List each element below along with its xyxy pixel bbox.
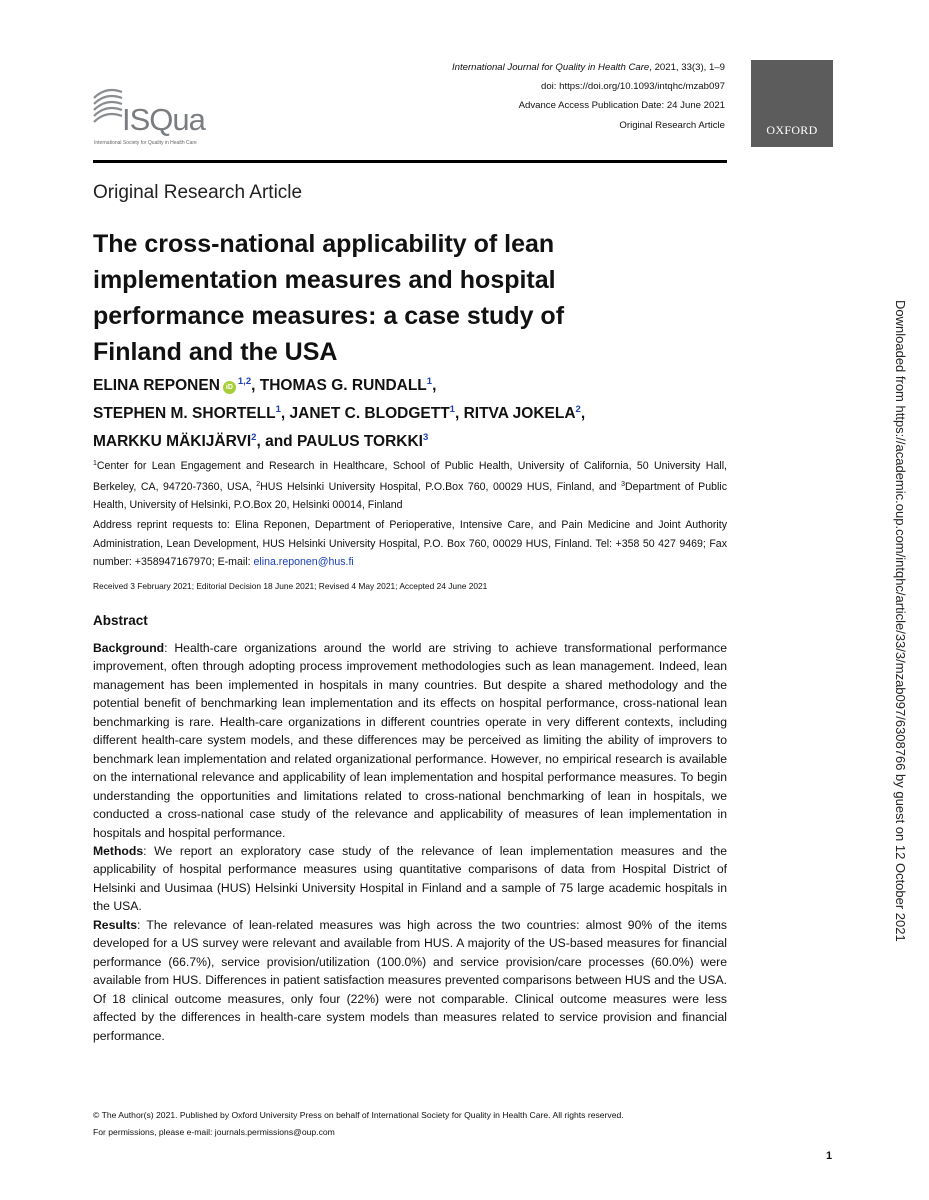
author-affiliation-ref[interactable]: 1 [426, 376, 433, 387]
journal-citation [452, 58, 725, 77]
author-name[interactable]: STEPHEN M. SHORTELL [93, 405, 276, 422]
header-divider [93, 160, 727, 163]
author-name[interactable]: THOMAS G. RUNDALL [259, 377, 427, 394]
author-affiliation-ref[interactable]: 1,2 [237, 376, 252, 387]
abstract-heading: Abstract [93, 613, 148, 628]
article-type-header: Original Research Article [619, 119, 725, 131]
reprint-address: Address reprint requests to: Elina Reponen, Department of Perioperative, Intensive Care, and Pain Medicine and Joint Authority Administration, Lean Development, HUS Helsinki University Hospital, P.O. Box 760, 00029 HUS, Finland. Tel: +358 50 427 9469; Fax number: +358947167970; E-mail: elina.reponen@hus.fi [93, 519, 727, 568]
abstract-body [93, 639, 727, 1045]
author-affiliation-ref[interactable]: 1 [275, 404, 281, 415]
journal-volume: , 2021, 33(3), 1–9 [649, 62, 725, 73]
received-dates: Received 3 February 2021; Editorial Decision 18 June 2021; Revised 4 May 2021; Accepted 24 June 2021 [93, 581, 488, 591]
isqua-logo [92, 84, 252, 154]
author-list: ELINA REPONEN iD$^{1,2}$, THOMAS G. RUNDALL$^1$, STEPHEN M. SHORTELL$^1$, JANET C. BLODGETT$^1$, RITVA JOKELA$^2$, MARKKU MÄKIJÄRVI$^2$, and PAULUS TORKKI$^3$ [93, 376, 586, 450]
permissions-notice: For permissions, please e-mail: journals.permissions@oup.com [93, 1126, 335, 1137]
journal-name: International Journal for Quality in Health Care [451, 62, 650, 73]
abstract-methods: Methods: We report an exploratory case study of the relevance of lean implementation measures and the applicability of hospital performance measures using quantitative comparisons of data from Hospital District of Helsinki and Uusimaa (HUS) Helsinki University Hospital in Finland and a sample of 75 large academic hospitals in the USA. [93, 843, 727, 914]
orcid-icon[interactable]: iD [223, 381, 236, 394]
doi[interactable]: doi: https://doi.org/10.1093/intqhc/mzab097 [540, 81, 725, 93]
article-title: The cross-national applicability of lean implementation measures and hospital performance measures: a case study of Finland and the USA [93, 230, 565, 366]
corresponding-email-link[interactable]: elina.reponen@hus.fi [253, 556, 354, 568]
journal-meta [452, 58, 725, 135]
advance-access-date: Advance Access Publication Date: 24 June 2021 [518, 100, 725, 112]
logo-wordmark: ISQua [122, 102, 205, 137]
author-affiliation-ref[interactable]: 1 [449, 404, 455, 415]
logo-tagline: International Society for Quality in Health Care [94, 140, 197, 146]
abstract-results: Results: The relevance of lean-related measures was high across the two countries: almost 90% of the items developed for a US survey were relevant and available from HUS. A majority of the US-based measures for financial performance (66.7%), service provision/utilization (100.0%) and service provision/care processes (60.0%) were available from HUS. Differences in patient satisfaction measures prevented comparisons between HUS and the USA. Of 18 clinical outcome measures, only four (22%) were not comparable. Clinical outcome measures were less affected by the differences in health-care system models than measures related to service provision and financial performance. [93, 917, 727, 1043]
author-affiliation-ref[interactable]: 2 [251, 432, 257, 443]
abstract-background: Background: Health-care organizations around the world are striving to achieve transformational performance improvement, often through adopting process improvement methodologies such as lean management. Indeed, lean management has been implemented in hospitals in many countries. But despite a shared methodology and the potential benefit of benchmarking lean implementation and its effects on hospital performance, cross-national lean benchmarking is rare. Health-care organizations in different countries operate in very different contexts, including different health-care system models, and these differences may be perceived as limiting the ability of improvers to benchmark lean implementation and related organizational performance. However, no empirical research is available on the international relevance and applicability of lean implementation and hospital performance measures. To begin understanding the opportunities and limitations related to cross-national benchmarking of lean in hospitals, we conducted a cross-national case study of the relevance and applicability of measures of lean implementation in hospitals and hospital performance. [93, 641, 727, 840]
affiliations: $^1$Center for Lean Engagement and Research in Healthcare, School of Public Health, University of California, 50 University Hall, Berkeley, CA, 94720-7360, USA, $^2$HUS Helsinki University Hospital, P.O.Box 760, 00029 HUS, Finland, and $^3$Department of Public Health, University of Helsinki, P.O.Box 20, Helsinki 00014, Finland [93, 460, 727, 511]
author-name[interactable]: ELINA REPONEN [93, 377, 220, 394]
article-type: Original Research Article [93, 182, 303, 203]
download-note-text: Downloaded from https://academic.oup.com/intqhc/article/33/3/mzab097/6308766 by guest on 12 October 2021 [893, 300, 908, 942]
copyright-notice: © The Author(s) 2021. Published by Oxford University Press on behalf of International Society for Quality in Health Care. All rights reserved. For permissions, please e-mail: journals.permissions@oup.com [93, 1107, 733, 1140]
isqua-swoosh-icon [92, 84, 126, 136]
author-name[interactable]: JANET C. BLODGETT [289, 405, 450, 422]
author-affiliation-ref[interactable]: 2 [575, 404, 581, 415]
author-name[interactable]: PAULUS TORKKI [296, 433, 423, 450]
publisher-name: OXFORD [766, 123, 818, 137]
download-note [890, 300, 908, 942]
author-name[interactable]: MARKKU MÄKIJÄRVI [93, 433, 252, 450]
author-name[interactable]: RITVA JOKELA [463, 405, 576, 422]
author-affiliation-ref[interactable]: 3 [422, 432, 429, 443]
oxford-logo [751, 60, 833, 147]
page-number: 1 [826, 1150, 833, 1162]
